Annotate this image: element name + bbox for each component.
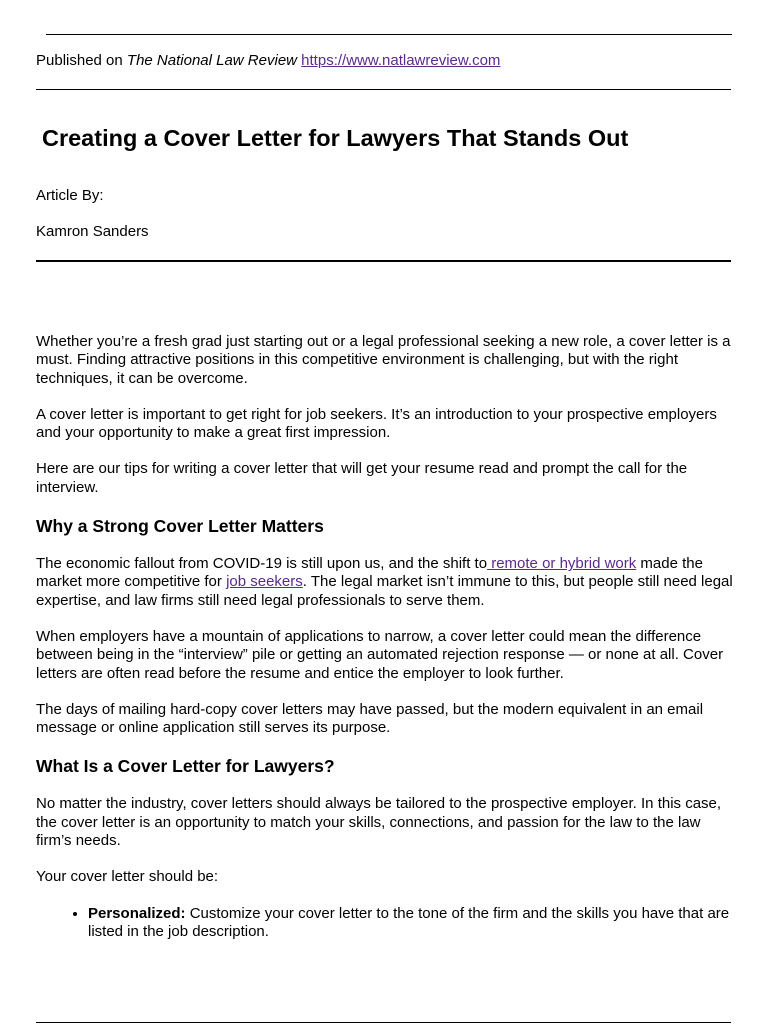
paragraph [36, 555, 736, 610]
publication-name: The National Law Review [126, 52, 297, 69]
author-name: Kamron Sanders [36, 223, 149, 240]
published-prefix: Published on [36, 52, 127, 69]
paragraph: The days of mailing hard-copy cover letters may have passed, but the modern equivalent in an email message or online application still serves its purpose. [36, 700, 704, 737]
paragraph: Your cover letter should be: [36, 868, 219, 886]
paragraph: Whether you’re a fresh grad just starting out or a legal professional seeking a new role, a cover letter is a must. Finding attractive positions in this competitive environment is challenging, but with the right techniques, it can be overcome. [36, 333, 731, 387]
paragraph: When employers have a mountain of applications to narrow, a cover letter could mean the difference between being in the “interview” pile or getting an automated rejection response — or none at all. Cover letters are often read before the resume and entice the employer to look further. [36, 627, 724, 682]
byline-label: Article By: [36, 187, 104, 204]
remote-hybrid-work-link[interactable]: remote or hybrid work [487, 555, 637, 573]
list-item [88, 905, 736, 942]
header-rule [36, 89, 731, 90]
paragraph: A cover letter is important to get right for job seekers. It’s an introduction to your prospective employers and your opportunity to make a great first impression. [36, 405, 717, 442]
qualities-list [36, 905, 736, 942]
list-item-text: Customize your cover letter to the tone of the firm and the skills you have that are listed in the job description. [88, 904, 730, 940]
article-body [36, 333, 736, 941]
section-heading: What Is a Cover Letter for Lawyers? [36, 756, 335, 777]
top-rule [46, 34, 732, 35]
paragraph-text: The economic fallout from COVID-19 is still upon us, and the shift to [36, 555, 488, 573]
paragraph-text: . The legal market isn’t immune to this, but people still need legal expertise, and law firms still need legal professionals to serve them. [36, 573, 733, 609]
article-title: Creating a Cover Letter for Lawyers That Stands Out [42, 125, 629, 151]
byline-rule [36, 260, 731, 262]
job-seekers-link[interactable]: job seekers [226, 573, 303, 591]
paragraph-text: made the market more competitive for [36, 555, 703, 591]
bottom-rule [36, 1022, 731, 1023]
paragraph: Here are our tips for writing a cover letter that will get your resume read and prompt the call for the interview. [36, 460, 688, 496]
published-line [36, 52, 500, 70]
paragraph: No matter the industry, cover letters should always be tailored to the prospective employer. In this case, the cover letter is an opportunity to match your skills, connections, and passion for the law to the law firm’s needs. [36, 795, 722, 850]
publication-url-link[interactable]: https://www.natlawreview.com [301, 52, 501, 69]
section-heading: Why a Strong Cover Letter Matters [36, 516, 324, 537]
list-item-bold: Personalized: [88, 904, 186, 922]
